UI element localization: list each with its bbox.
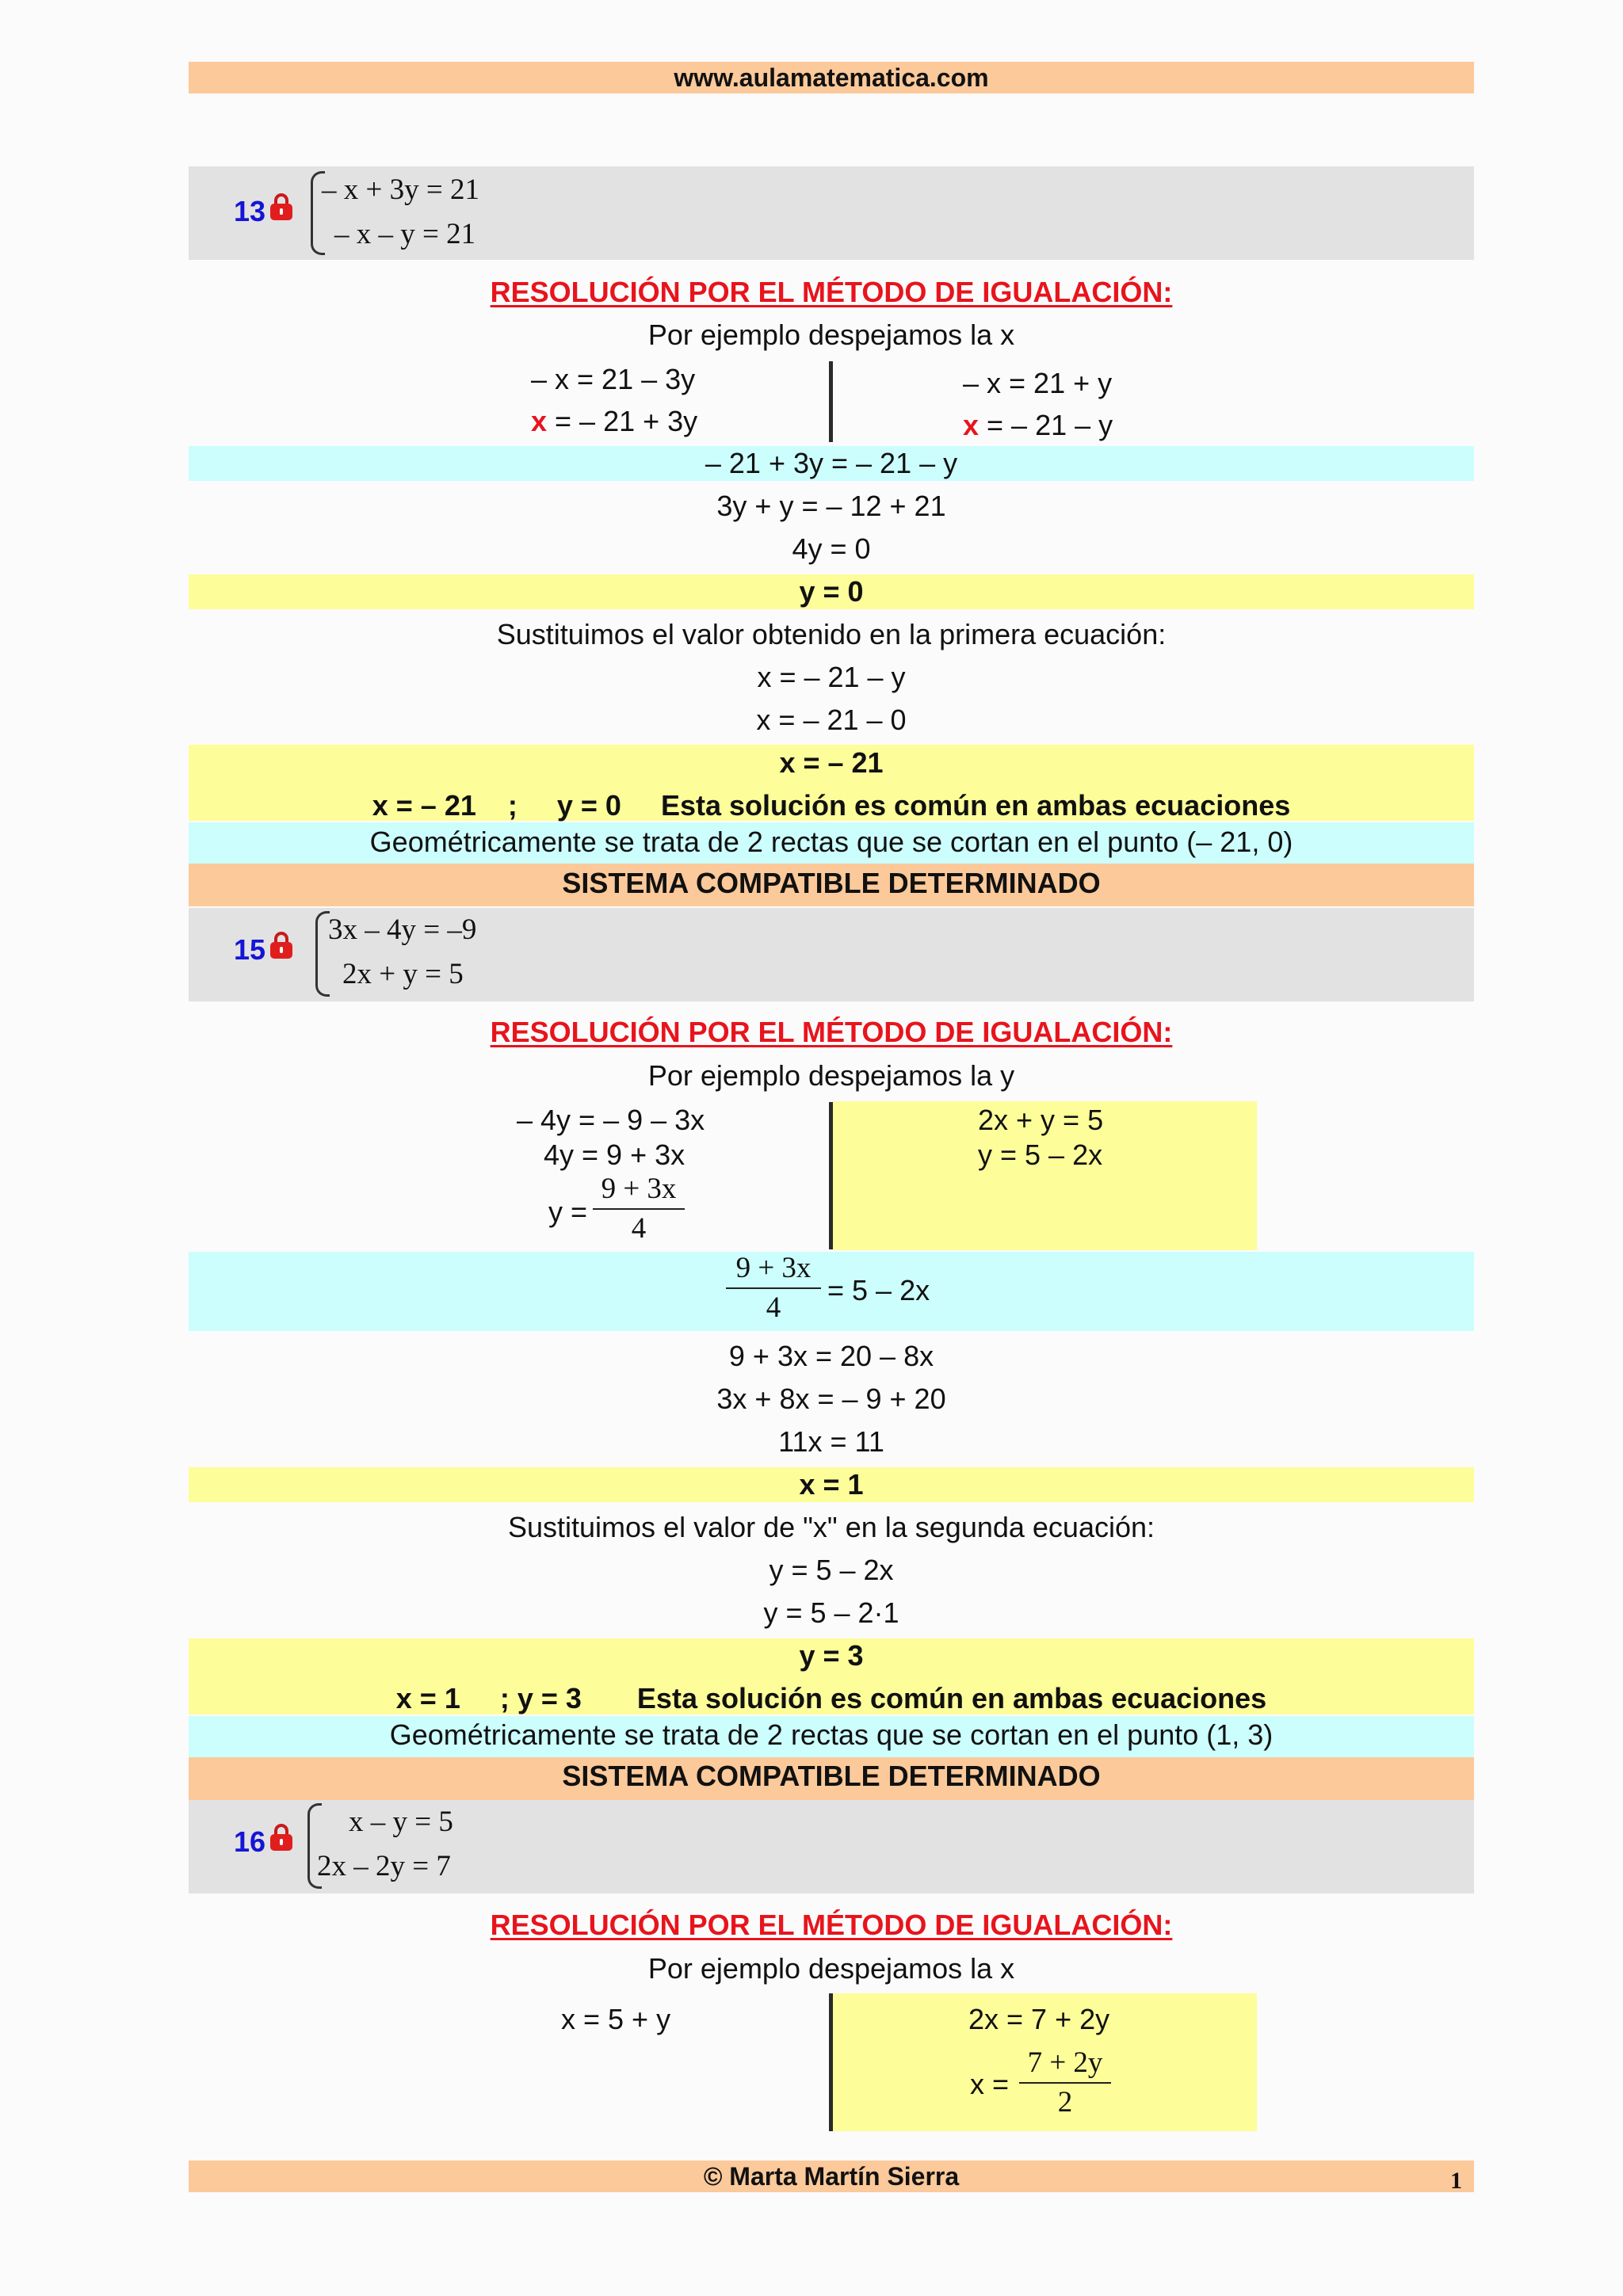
site-url: www.aulamatematica.com — [674, 63, 989, 92]
lock-icon — [270, 932, 292, 959]
equation-1: – x + 3y = 21 — [322, 174, 479, 206]
footer-bar — [189, 2161, 1474, 2192]
right-step-1: 2x + y = 5 — [978, 1104, 1104, 1136]
lock-icon — [270, 193, 292, 220]
author-credit: © Marta Martín Sierra — [703, 2162, 960, 2191]
fraction: 9 + 3x 4 — [593, 1170, 685, 1248]
separator-line — [829, 361, 833, 442]
system-classification: SISTEMA COMPATIBLE DETERMINADO — [562, 1760, 1101, 1792]
right-step-1: 2x = 7 + 2y — [968, 2003, 1110, 2035]
equation-2: 2x + y = 5 — [342, 958, 464, 990]
intro-text: Por ejemplo despejamos la x — [647, 1952, 1015, 1985]
equated-rhs: = 5 – 2x — [827, 1274, 930, 1306]
problem-16-statement — [189, 1800, 1474, 1894]
lock-icon — [270, 1824, 292, 1851]
right-step-2: x = — [970, 2068, 1010, 2100]
step: 11x = 11 — [778, 1425, 884, 1458]
system-classification: SISTEMA COMPATIBLE DETERMINADO — [562, 867, 1101, 899]
step: 3y + y = – 12 + 21 — [716, 490, 946, 522]
substitution-text: Sustituimos el valor obtenido en la primera ecuación: — [496, 618, 1167, 650]
solution-line: x = 1 ; y = 3 Esta solución es común en ambas ecuaciones — [395, 1682, 1267, 1714]
method-title: RESOLUCIÓN POR EL MÉTODO DE IGUALACIÓN: — [490, 276, 1173, 308]
left-step-1: – 4y = – 9 – 3x — [517, 1104, 705, 1136]
problem-number: 15 — [234, 933, 266, 966]
step: 4y = 0 — [792, 532, 871, 565]
step: x = – 21 – y — [757, 661, 906, 693]
result-y: y = 0 — [799, 575, 864, 608]
equated-fraction: 9 + 3x 4 — [726, 1249, 821, 1327]
right-step-2: y = 5 – 2x — [978, 1138, 1103, 1171]
geometry-note: Geométricamente se trata de 2 rectas que se cortan en el punto (1, 3) — [389, 1718, 1274, 1751]
problem-13-statement — [189, 166, 1474, 260]
step: 9 + 3x = 20 – 8x — [728, 1340, 934, 1372]
result-x: x = 1 — [799, 1468, 864, 1501]
equation-1: x – y = 5 — [349, 1806, 453, 1838]
equation-2: – x – y = 21 — [334, 218, 476, 250]
intro-text: Por ejemplo despejamos la y — [647, 1059, 1015, 1092]
solution-line: x = – 21 ; y = 0 Esta solución es común en ambas ecuaciones — [372, 789, 1291, 822]
step: y = 5 – 2x — [769, 1554, 894, 1586]
left-step-1: x = 5 + y — [561, 2003, 671, 2035]
left-step-2: x = – 21 + 3y — [531, 405, 698, 437]
intro-text: Por ejemplo despejamos la x — [647, 318, 1015, 351]
problem-15-statement — [189, 908, 1474, 1001]
method-title: RESOLUCIÓN POR EL MÉTODO DE IGUALACIÓN: — [490, 1016, 1173, 1048]
header-bar — [189, 62, 1474, 93]
left-step-3: y = — [548, 1196, 588, 1228]
left-step-1: – x = 21 – 3y — [531, 363, 696, 395]
page-number: 1 — [1450, 2168, 1462, 2194]
left-step-2: 4y = 9 + 3x — [544, 1138, 685, 1171]
result-x: x = – 21 — [779, 746, 884, 779]
problem-number: 16 — [234, 1825, 266, 1858]
geometry-note: Geométricamente se trata de 2 rectas que se cortan en el punto (– 21, 0) — [369, 826, 1293, 858]
substitution-text: Sustituimos el valor de "x" en la segunda ecuación: — [507, 1511, 1155, 1543]
right-step-2: x = – 21 – y — [963, 409, 1113, 441]
equation-1: 3x – 4y = –9 — [328, 913, 477, 946]
right-step-1: – x = 21 + y — [963, 367, 1113, 399]
problem-number: 13 — [234, 195, 266, 227]
fraction: 7 + 2y 2 — [1019, 2044, 1111, 2122]
equation-2: 2x – 2y = 7 — [317, 1850, 451, 1882]
step: 3x + 8x = – 9 + 20 — [716, 1383, 946, 1415]
equated-expression: – 21 + 3y = – 21 – y — [705, 447, 958, 479]
step: y = 5 – 2·1 — [763, 1596, 899, 1629]
result-y: y = 3 — [799, 1639, 864, 1672]
step: x = – 21 – 0 — [756, 704, 907, 736]
method-title: RESOLUCIÓN POR EL MÉTODO DE IGUALACIÓN: — [490, 1909, 1173, 1941]
